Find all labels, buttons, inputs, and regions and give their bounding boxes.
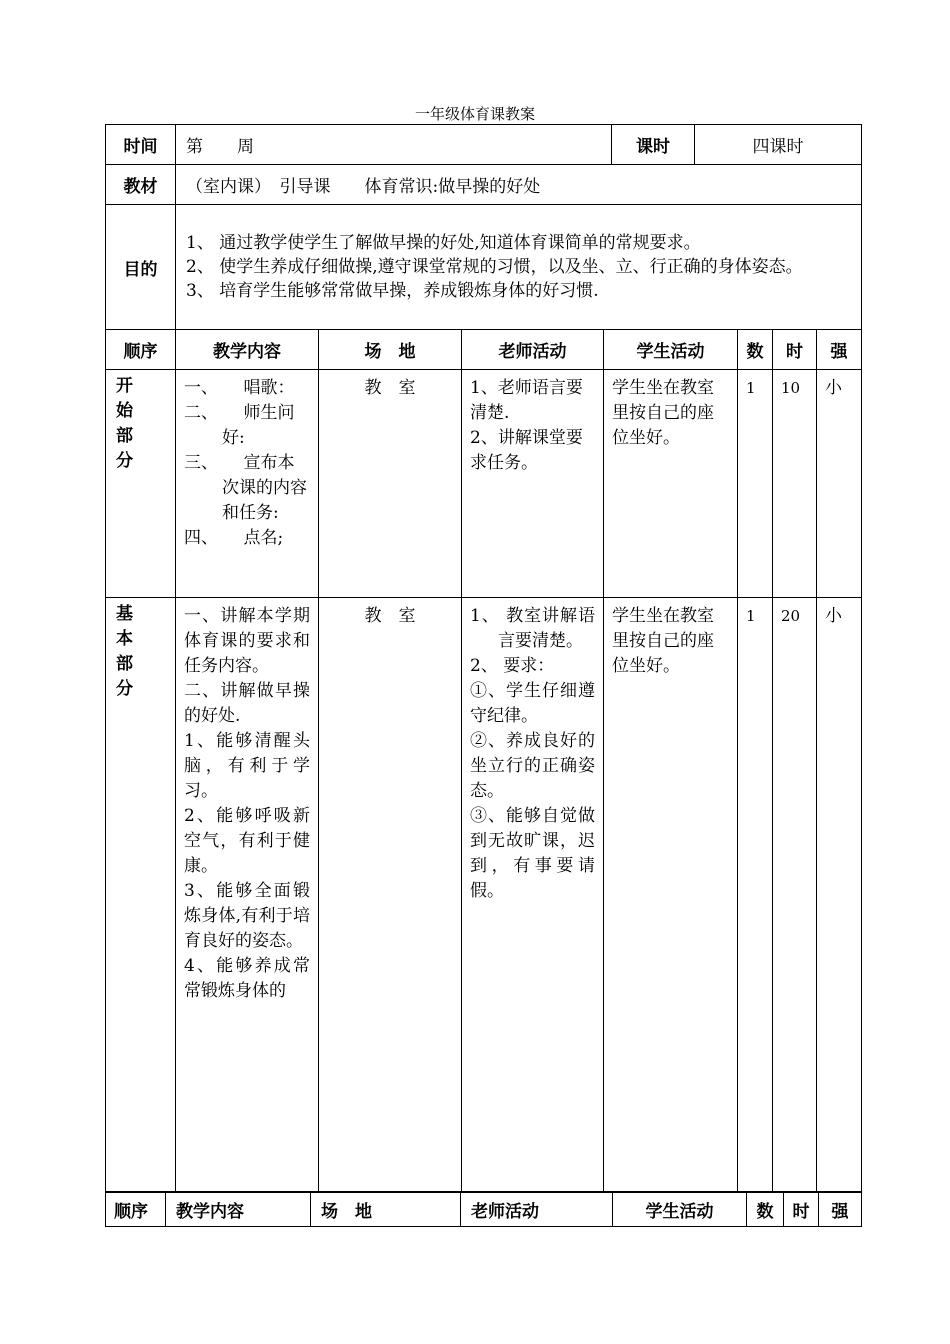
content-list	[184, 604, 310, 1004]
list-item: 二、讲解做早操的好处.	[184, 681, 310, 726]
list-item: 2、 要求：	[470, 656, 555, 676]
lesson-body-table	[105, 329, 862, 1192]
list-item: 二、 师生问好:	[184, 403, 295, 448]
purpose-list	[186, 231, 851, 303]
list-item: ①、学生仔细遵守纪律。	[470, 681, 595, 726]
teacher-list	[470, 604, 595, 679]
purpose-cell	[176, 205, 862, 330]
section-name: 开 始 部 分	[106, 370, 176, 598]
teacher-cell	[462, 370, 604, 598]
time-label: 时间	[106, 125, 176, 165]
list-item: 四、 点名;	[184, 528, 284, 548]
content-cell	[176, 598, 319, 1192]
list-item: 2、能够呼吸新空气，有利于健康。	[184, 806, 310, 876]
section-row-basic	[106, 598, 862, 1192]
col-order: 顺序	[106, 1193, 166, 1227]
section-name: 基 本 部 分	[106, 598, 176, 1192]
purpose-label: 目的	[106, 205, 176, 330]
col-time: 时	[773, 330, 817, 370]
teacher-list	[470, 376, 595, 476]
intensity-cell: 小	[817, 370, 862, 598]
section-row-opening	[106, 370, 862, 598]
list-item: ②、养成良好的坐立行的正确姿态。	[470, 731, 595, 801]
col-student: 学生活动	[604, 330, 738, 370]
repeat-header-table	[105, 1192, 862, 1227]
list-item: 三、 宣布本次课的内容和任务:	[184, 453, 307, 523]
venue-cell: 教 室	[319, 598, 462, 1192]
col-count: 数	[738, 330, 773, 370]
time-cell: 10	[773, 370, 817, 598]
content-cell	[176, 370, 319, 598]
student-cell: 学生坐在教室里按自己的座位坐好。	[604, 598, 738, 1192]
time-cell: 20	[773, 598, 817, 1192]
week-value: 第 周	[176, 125, 612, 165]
list-item: 2、讲解课堂要求任务。	[470, 428, 583, 473]
material-label: 教材	[106, 165, 176, 205]
list-item: 一、讲解本学期体育课的要求和任务内容。	[184, 606, 310, 676]
col-order: 顺序	[106, 330, 176, 370]
list-item: 3、能够全面锻炼身体,有利于培育良好的姿态。	[184, 881, 310, 951]
content-list	[184, 376, 310, 551]
count-cell: 1	[738, 370, 773, 598]
list-item: 一、 唱歌：	[184, 378, 295, 398]
col-content: 教学内容	[166, 1193, 311, 1227]
student-cell: 学生坐在教室里按自己的座位坐好。	[604, 370, 738, 598]
list-item: 1、老师语言要清楚.	[470, 378, 583, 423]
col-intensity: 强	[817, 330, 862, 370]
count-cell: 1	[738, 598, 773, 1192]
col-intensity: 强	[819, 1193, 862, 1227]
teacher-cell	[462, 598, 604, 1192]
col-teacher: 老师活动	[461, 1193, 613, 1227]
col-content: 教学内容	[176, 330, 319, 370]
purpose-item: 1、 通过教学使学生了解做早操的好处,知道体育课简单的常规要求。	[186, 233, 701, 253]
list-item: 1、 教室讲解语言要清楚。	[470, 606, 595, 651]
venue-cell: 教 室	[319, 370, 462, 598]
col-venue: 场 地	[311, 1193, 461, 1227]
list-item: ③、能够自觉做到无故旷课，迟到，有事要请假。	[470, 806, 595, 901]
col-student: 学生活动	[613, 1193, 747, 1227]
col-teacher: 老师活动	[462, 330, 604, 370]
col-venue: 场 地	[319, 330, 462, 370]
list-item: 4、能够养成常常锻炼身体的	[184, 956, 310, 1001]
period-value: 四课时	[695, 125, 862, 165]
purpose-item: 3、 培育学生能够常常做早操，养成锻炼身体的好习惯.	[186, 281, 599, 301]
document-title: 一年级体育课教案	[414, 105, 535, 123]
teacher-requirements	[470, 679, 595, 904]
purpose-item: 2、 使学生养成仔细做操,遵守课堂常规的习惯，以及坐、立、行正确的身体姿态。	[186, 257, 803, 277]
intensity-cell: 小	[817, 598, 862, 1192]
list-item: 1、能够清醒头脑，有利于学习。	[184, 731, 310, 801]
period-label: 课时	[612, 125, 695, 165]
col-count: 数	[747, 1193, 784, 1227]
col-time: 时	[784, 1193, 819, 1227]
material-value: （室内课） 引导课 体育常识:做早操的好处	[176, 165, 862, 205]
lesson-header-table	[105, 124, 862, 330]
